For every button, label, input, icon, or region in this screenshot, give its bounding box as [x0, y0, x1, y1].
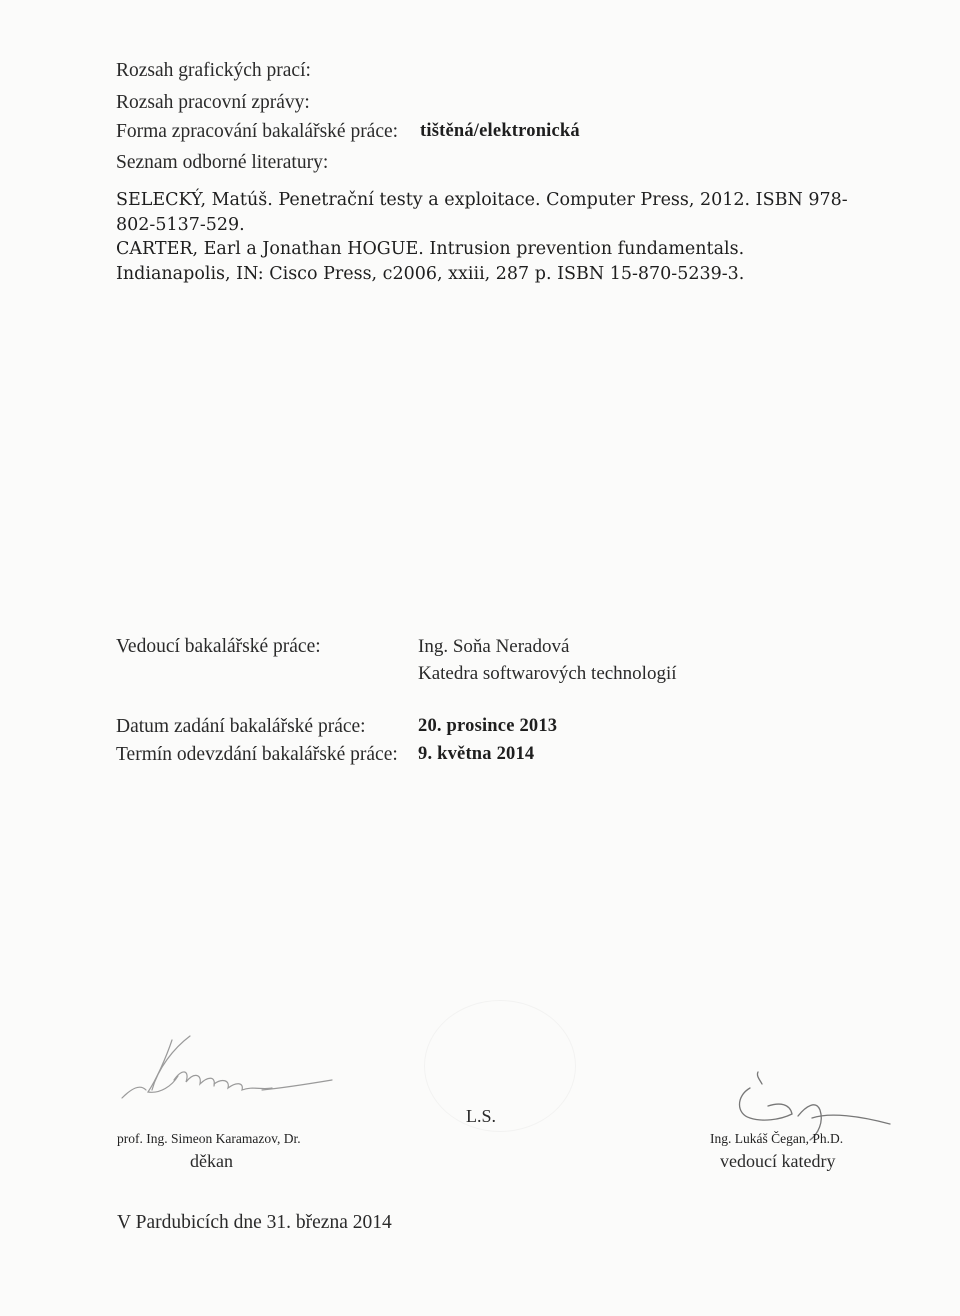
dean-name: prof. Ing. Simeon Karamazov, Dr. [117, 1131, 301, 1146]
termin-odevzdani-value: 9. května 2014 [418, 744, 535, 764]
rozsah-pracovni-zpravy-label: Rozsah pracovní zprávy: [116, 92, 310, 113]
termin-odevzdani-label: Termín odevzdání bakalářské práce: [116, 744, 398, 765]
stamp-area [424, 1000, 576, 1132]
datum-zadani-value: 20. prosince 2013 [418, 716, 558, 736]
seznam-literatury-label: Seznam odborné literatury: [116, 152, 329, 173]
reference-item: SELECKÝ, Matúš. Penetrační testy a exploitace. Computer Press, 2012. ISBN 978-802-5137-529. [116, 190, 848, 235]
place-date: V Pardubicích dne 31. března 2014 [117, 1212, 392, 1233]
forma-zpracovani-value: tištěná/elektronická [420, 121, 580, 141]
dean-title: děkan [190, 1151, 233, 1171]
rozsah-grafickych-praci-label: Rozsah grafických prací: [116, 60, 311, 81]
datum-zadani-label: Datum zadání bakalářské práce: [116, 716, 366, 737]
supervisor-department: Katedra softwarových technologií [418, 663, 677, 684]
reference-item: CARTER, Earl a Jonathan HOGUE. Intrusion prevention fundamentals. Indianapolis, IN: Cisco Press, c2006, xxiii, 287 p. ISBN 15-870-5239-3. [116, 239, 745, 284]
dean-signature [112, 1028, 352, 1118]
reference-list [116, 188, 856, 286]
supervisor-name: Ing. Soňa Neradová [418, 636, 570, 657]
forma-zpracovani-label: Forma zpracování bakalářské práce: [116, 121, 399, 142]
ls-stamp-label: L.S. [466, 1106, 497, 1126]
vedouci-label: Vedoucí bakalářské práce: [116, 636, 321, 657]
head-name: Ing. Lukáš Čegan, Ph.D. [710, 1131, 844, 1146]
head-title: vedoucí katedry [720, 1151, 836, 1171]
